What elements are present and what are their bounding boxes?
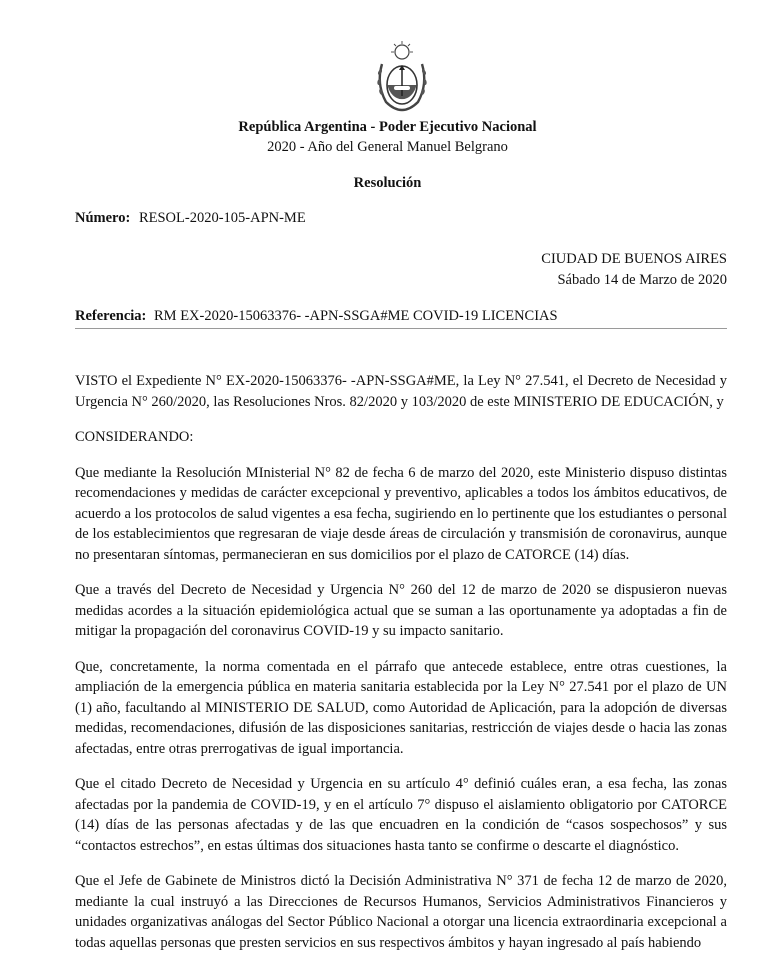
coat-of-arms-icon bbox=[372, 40, 432, 114]
paragraph: CONSIDERANDO: bbox=[75, 429, 194, 445]
paragraph: Que el citado Decreto de Necesidad y Urgencia en su artículo 4° definió cuáles eran, a esa fecha, las zonas afectadas por la pandemia de COVID-19, y en el artículo 7° dispuso el aislamiento obligatorio por CATORCE (14) días de las personas afectadas y de las que encuadren en la condición de “casos sospechosos” y sus “contactos estrechos”, en estas últimas dos situaciones hasta tanto se confirme o descarte el diagnóstico. bbox=[75, 776, 727, 854]
paragraph: Que el Jefe de Gabinete de Ministros dictó la Decisión Administrativa N° 371 de fecha 12 de marzo de 2020, mediante la cual instruyó a las Direcciones de Recursos Humanos, Servicios Administrativos Financieros y unidades organizativas análogas del Sector Público Nacional a otorgar una licencia extraordinaria excepcional a todas aquellas personas que presten servicios en sus respectivos ámbitos y hayan ingresado al país habiendo bbox=[75, 873, 727, 951]
paragraph: Que, concretamente, la norma comentada en el párrafo que antecede establece, entre otras cuestiones, la ampliación de la emergencia pública en materia sanitaria establecida por la Ley N° 27.541 por el plazo de UN (1) año, facultando al MINISTERIO DE SALUD, como Autoridad de Aplicación, para la adopción de diversas medidas, recomendaciones, difusión de las disposiciones sanitarias, restricción de viajes desde o hacia las zonas afectadas, entre otras prerrogativas de igual importancia. bbox=[75, 658, 727, 757]
reference-line bbox=[75, 308, 558, 325]
divider bbox=[75, 328, 727, 329]
document-number-line bbox=[75, 210, 306, 227]
header-title: República Argentina - Poder Ejecutivo Nacional bbox=[238, 119, 537, 135]
header-subtitle: 2020 - Año del General Manuel Belgrano bbox=[267, 139, 508, 155]
paragraph: VISTO el Expediente N° EX-2020-15063376- -APN-SSGA#ME, la Ley N° 27.541, el Decreto de Necesidad y Urgencia N° 260/2020, las Resoluciones Nros. 82/2020 y 103/2020 de este MINISTERIO DE EDUCACIÓN, y bbox=[75, 373, 727, 410]
city: CIUDAD DE BUENOS AIRES bbox=[541, 251, 727, 267]
date: Sábado 14 de Marzo de 2020 bbox=[557, 272, 727, 288]
document-type: Resolución bbox=[353, 175, 422, 191]
document-body bbox=[75, 371, 727, 968]
reference: RM EX-2020-15063376- -APN-SSGA#ME COVID-19 LICENCIAS bbox=[154, 308, 558, 324]
document-number-label: Número: bbox=[75, 210, 131, 226]
document-number: RESOL-2020-105-APN-ME bbox=[138, 210, 306, 226]
paragraph: Que mediante la Resolución MInisterial N° 82 de fecha 6 de marzo del 2020, este Ministerio dispuso distintas recomendaciones y medidas de carácter excepcional y preventivo, aplicables a todos los ámbitos educativos, de acuerdo a los protocolos de salud vigentes a esa fecha, sugiriendo en lo pertinente que los estudiantes o personal de los establecimientos que regresaran de viaje desde áreas de circulación y transmisión de coronavirus, aunque no presentaran síntomas, permanecieran en sus domicilios por el plazo de CATORCE (14) días. bbox=[75, 464, 727, 563]
reference-label: Referencia: bbox=[75, 308, 147, 324]
place-date-block bbox=[541, 249, 727, 291]
paragraph: Que a través del Decreto de Necesidad y Urgencia N° 260 del 12 de marzo de 2020 se dispusieron nuevas medidas acordes a la situación epidemiológica actual que se suman a las oportunamente ya adoptadas a fin de mitigar la propagación del coronavirus COVID-19 y su impacto sanitario. bbox=[75, 582, 727, 639]
